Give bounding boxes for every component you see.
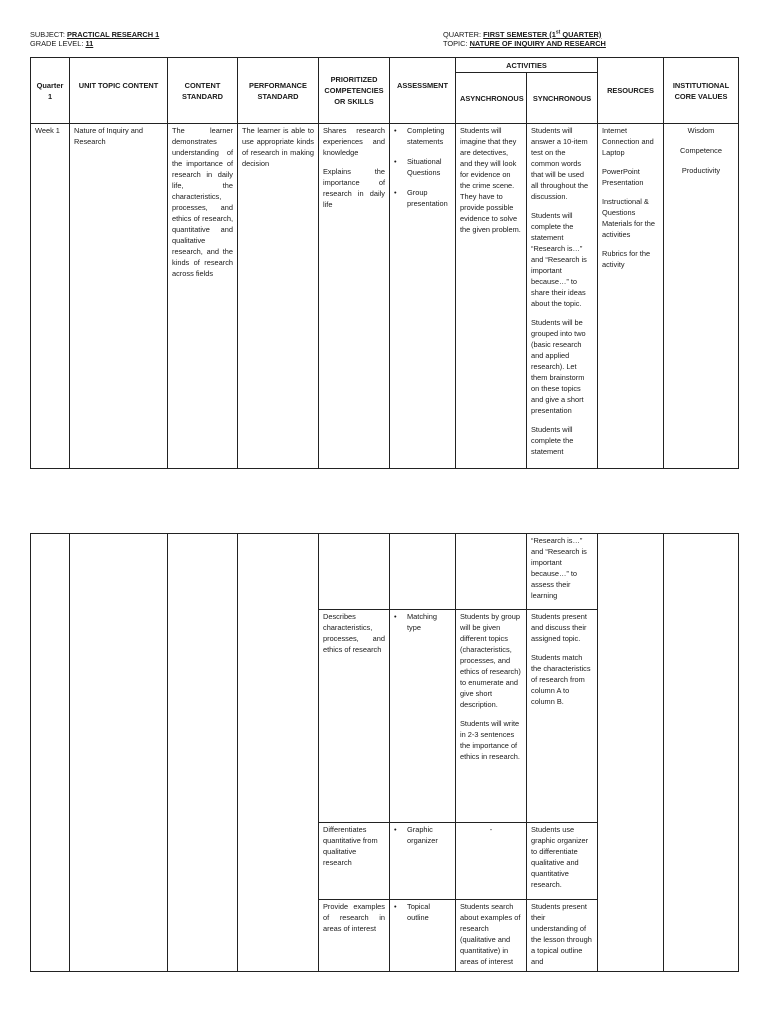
list-item: • Topical outline — [394, 902, 431, 922]
assessment-cell — [390, 900, 456, 972]
topic-line — [443, 39, 606, 48]
list-item: • Group presentation — [394, 188, 448, 208]
col-asynchronous: ASYNCHRONOUS — [456, 73, 527, 124]
topic-label: TOPIC: — [443, 39, 468, 48]
core-values-cell: Wisdom Competence Productivity — [664, 124, 739, 469]
asynchronous-cell: Students search about examples of research (qualitative and quantitative) in areas of interest — [456, 900, 527, 972]
assessment-cell — [390, 610, 456, 823]
list-item: • Matching type — [394, 612, 437, 632]
col-activities: ACTIVITIES — [456, 58, 598, 73]
subject-label: SUBJECT: — [30, 30, 65, 39]
competencies-cell: Shares research experiences and knowledge Explains the importance of research in daily life — [319, 124, 390, 469]
synchronous-cell: “Research is…” and “Research is important because…” to assess their learning — [527, 534, 598, 610]
table-row — [31, 124, 739, 469]
competencies-cell: Describes characteristics, processes, and ethics of research — [319, 610, 390, 823]
performance-standard-cell: The learner is able to use appropriate kinds of research in making decision — [238, 124, 319, 469]
assessment-cell — [390, 823, 456, 900]
curriculum-table-page2 — [30, 533, 739, 972]
asynchronous-cell: Students will imagine that they are detectives, and they will look for evidence on the crime scene. They have to provide possible evidence to solve the given problem. — [456, 124, 527, 469]
list-item: • Completing statements — [394, 126, 445, 146]
synchronous-cell: Students present their understanding of the lesson through a topical outline and — [527, 900, 598, 972]
asynchronous-cell: Students by group will be given different topics (characteristics, processes, and ethics of research) to enumerate and give short description. Students will write in 2-3 sentences the importance of ethics in research. — [456, 610, 527, 823]
curriculum-table-page1 — [30, 57, 739, 469]
competencies-cell: Provide examples of research in areas of interest — [319, 900, 390, 972]
subject-value: PRACTICAL RESEARCH 1 — [66, 30, 160, 39]
table-row — [31, 534, 739, 610]
week-cell: Week 1 — [31, 124, 70, 469]
competencies-cell: Differentiates quantitative from qualitative research — [319, 823, 390, 900]
synchronous-cell: Students present and discuss their assigned topic. Students match the characteristics of research from column A to column B. — [527, 610, 598, 823]
quarter-line — [443, 30, 601, 39]
col-synchronous: SYNCHRONOUS — [527, 73, 598, 124]
topic-value: NATURE OF INQUIRY AND RESEARCH — [469, 39, 606, 48]
grade-value: 11 — [85, 39, 94, 48]
synchronous-cell: Students use graphic organizer to differentiate qualitative and quantitative research. — [527, 823, 598, 900]
quarter-value: FIRST SEMESTER (1st QUARTER) — [483, 29, 602, 39]
content-standard-cell: The learner demonstrates understanding of the importance of research in daily life, the characteristics, processes, and ethics of research, quantitative and qualitative research, and the kinds of research across fields — [168, 124, 238, 469]
synchronous-cell: Students will answer a 10-item test on the common words that will be used all throughout the discussion. Students will complete the statement “Research is…” and “Research is important because…” to share their ideas about the topic. Students will be grouped into two (basic research and applied research). Let them brainstorm on these topics and give a short presentation Students will complete the statement — [527, 124, 598, 469]
col-quarter: Quarter 1 — [31, 58, 70, 124]
grade-label: GRADE LEVEL: — [30, 39, 84, 48]
list-item: • Graphic organizer — [394, 825, 438, 845]
col-competencies: PRIORITIZED COMPETENCIES OR SKILLS — [319, 58, 390, 124]
assessment-cell — [390, 124, 456, 469]
col-assessment: ASSESSMENT — [390, 58, 456, 124]
col-resources: RESOURCES — [598, 58, 664, 124]
col-performance-standard: PERFORMANCE STANDARD — [238, 58, 319, 124]
resources-cell: Internet Connection and Laptop PowerPoint Presentation Instructional & Questions Materials for the activities Rubrics for the activity — [598, 124, 664, 469]
quarter-label: QUARTER: — [443, 30, 482, 39]
asynchronous-cell: - — [456, 823, 527, 900]
list-item: • Situational Questions — [394, 157, 442, 177]
col-unit: UNIT TOPIC CONTENT — [70, 58, 168, 124]
unit-topic-cell: Nature of Inquiry and Research — [70, 124, 168, 469]
grade-line — [30, 39, 93, 48]
col-core-values: INSTITUTIONAL CORE VALUES — [664, 58, 739, 124]
subject-line — [30, 30, 159, 39]
col-content-standard: CONTENT STANDARD — [168, 58, 238, 124]
